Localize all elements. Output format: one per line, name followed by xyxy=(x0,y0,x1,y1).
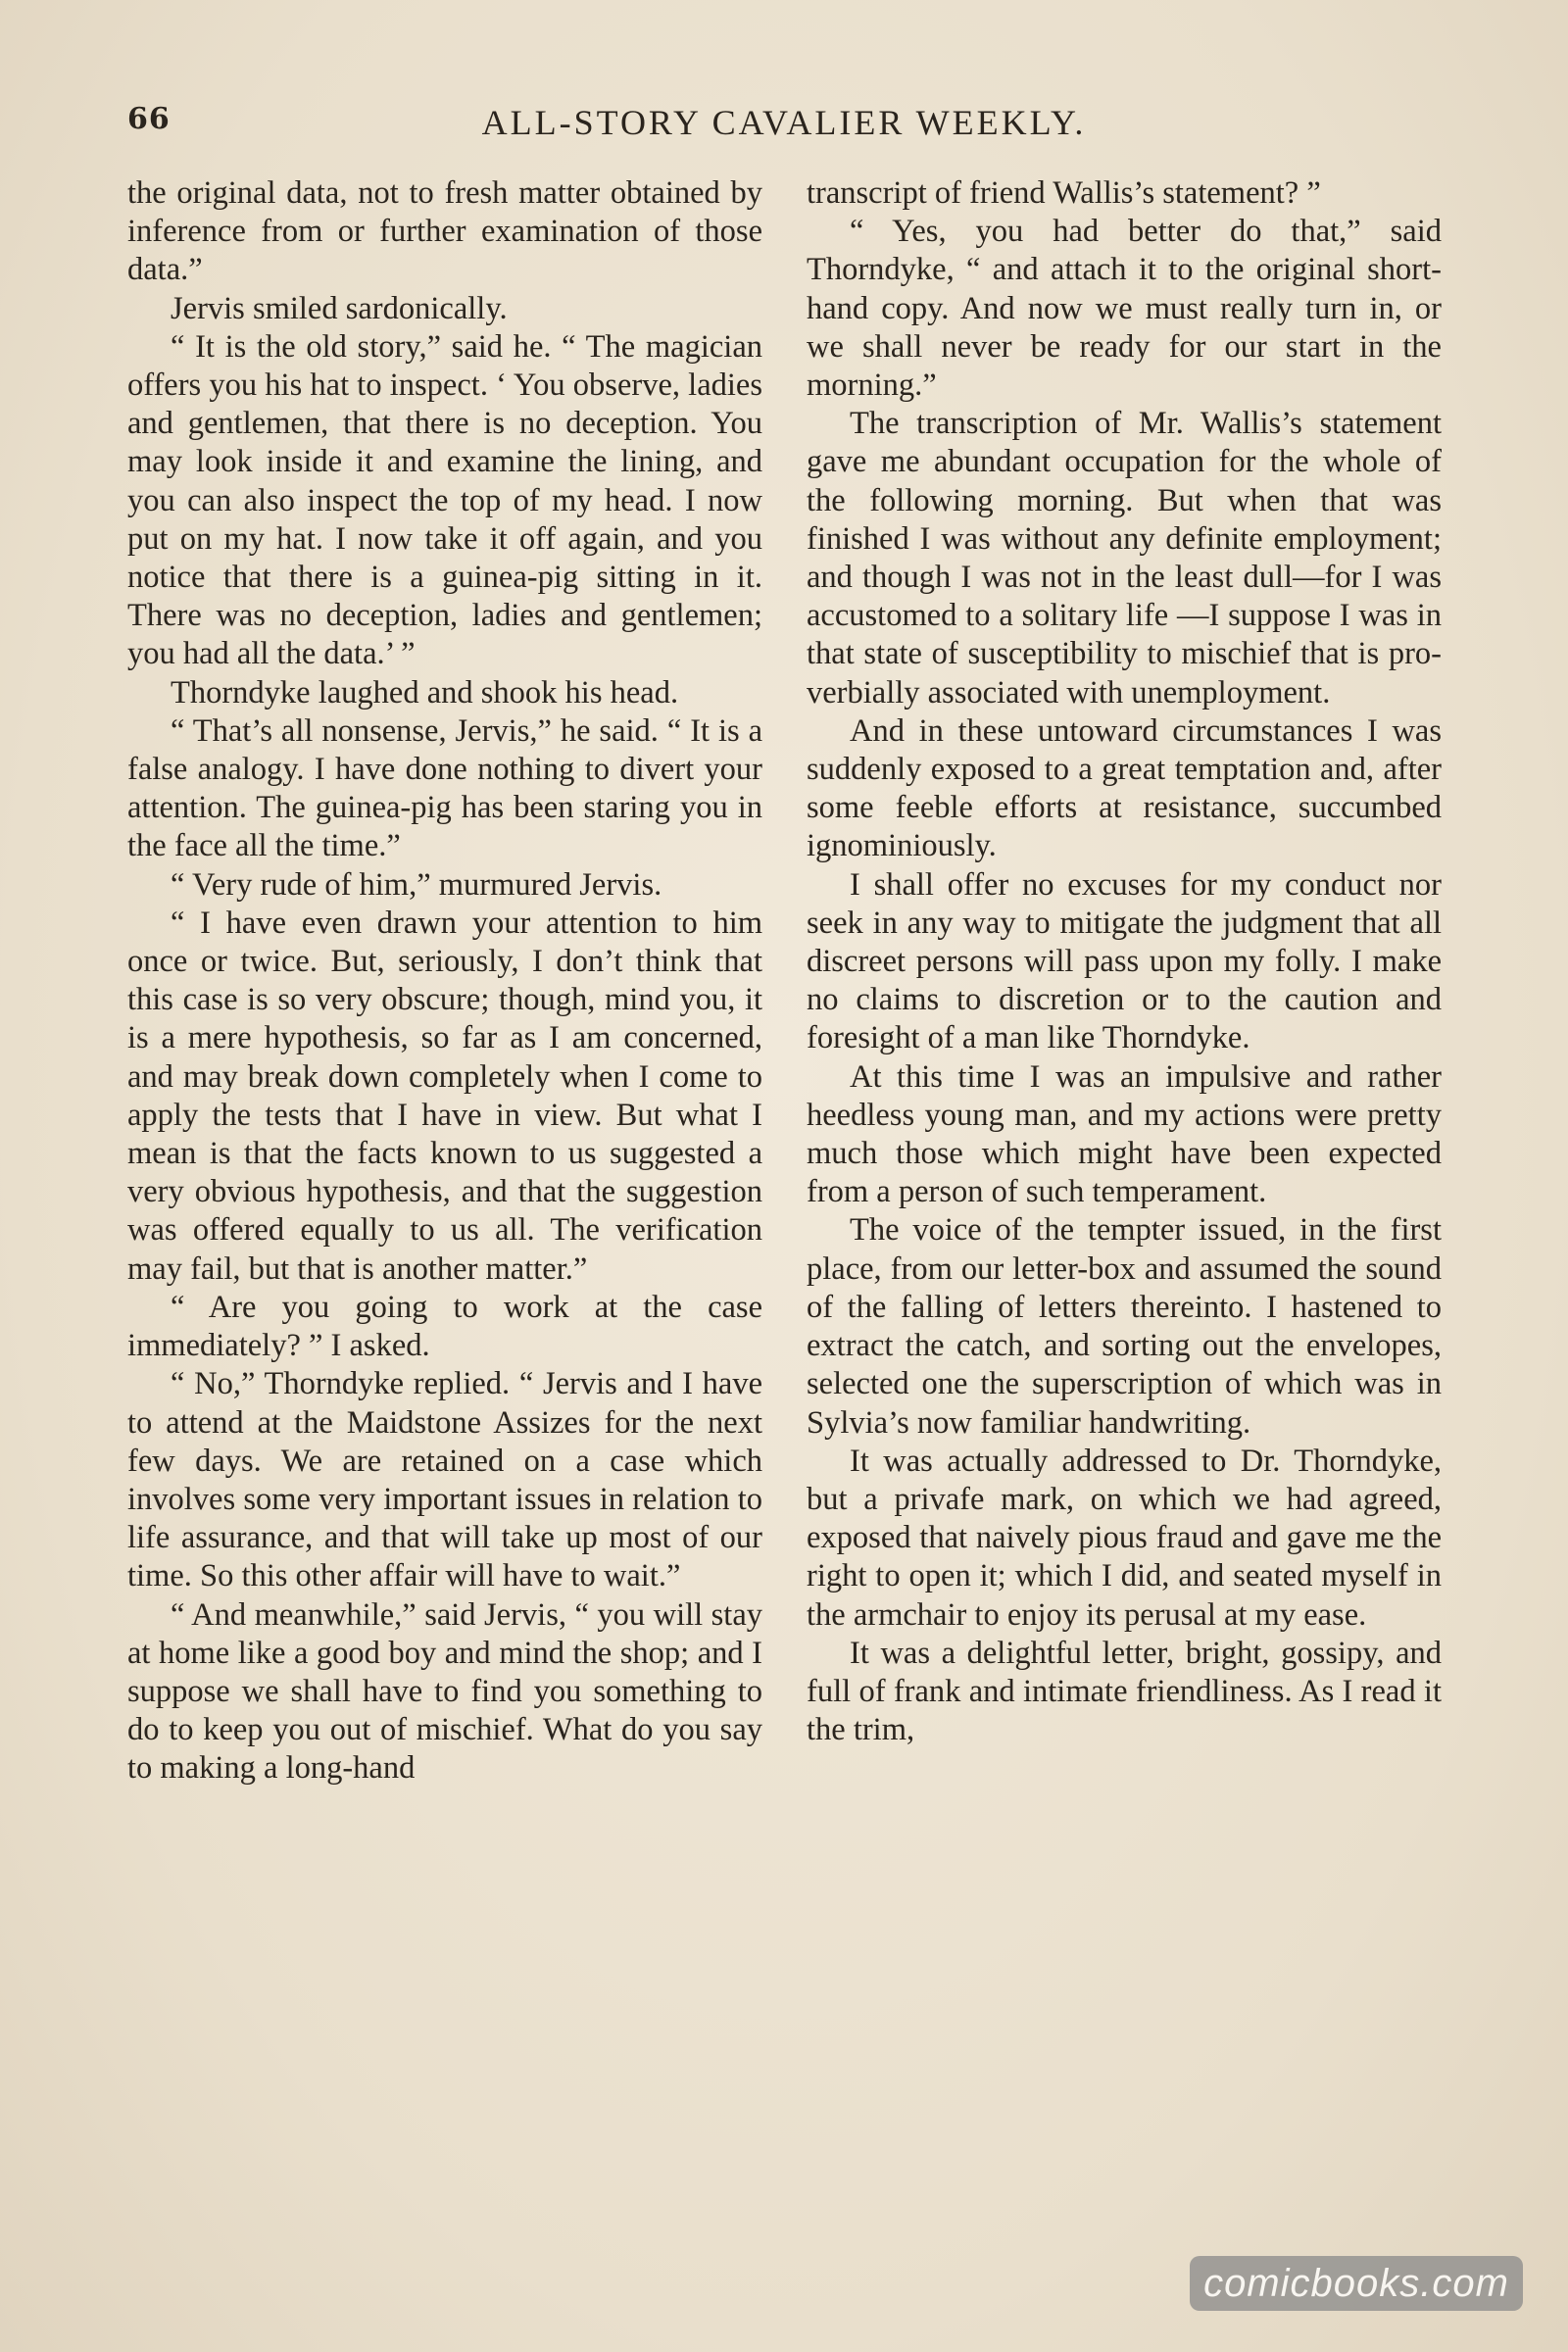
paragraph: And in these untoward circumstances I was suddenly exposed to a great temptation and, after some feeble efforts at resistance, succumbed ignominiously. xyxy=(807,712,1442,864)
running-title: ALL-STORY CAVALIER WEEKLY. xyxy=(481,103,1087,142)
paragraph: “ Very rude of him,” murmured Jervis. xyxy=(171,866,662,903)
paragraph: transcript of friend Wallis’s statement? ” xyxy=(807,175,1321,211)
paragraph: “ That’s all nonsense, Jervis,” he said. “ It is a false analogy. I have done nothing to divert your attention. The guinea-pig has been staring you in the face all the time.” xyxy=(127,712,762,864)
paragraph: “ And meanwhile,” said Jervis, “ you will stay at home like a good boy and mind the shop; and I suppose we shall have to find you something to do to keep you out of mischief. What do you say to making a long-hand xyxy=(127,1596,762,1787)
paragraph: It was a delightful letter, bright, gossipy, and full of frank and intimate friendliness. As I read it the trim, xyxy=(807,1635,1442,1748)
paragraph: “ Yes, you had better do that,” said Thorndyke, “ and attach it to the original short-hand copy. And now we must really turn in, or we shall never be ready for our start in the morning.” xyxy=(807,214,1442,404)
paragraph: It was actually addressed to Dr. Thorndyke, but a privafe mark, on which we had agreed, exposed that naively pious fraud and gave me the right to open it; which I did, and seated myself in the armchair to enjoy its perusal at my ease. xyxy=(807,1443,1442,1633)
paragraph: The voice of the tempter issued, in the first place, from our letter-box and assumed the sound of the falling of letters thereinto. I hastened to extract the catch, and sorting out the envelopes, selected one the superscription of which was in Sylvia’s now familiar handwriting. xyxy=(807,1212,1442,1441)
site-watermark xyxy=(1190,2256,1523,2311)
paragraph: “ I have even drawn your attention to him once or twice. But, seriously, I don’t think that this case is so very obscure; though, mind you, it is a mere hypothesis, so far as I am concerned, and may break down completely when I come to apply the tests that I have in view. But what I mean is that the facts known to us suggested a very obvious hypothesis, and that the suggestion was offered equally to us all. The verification may fail, but that is another matter.” xyxy=(127,905,762,1287)
paragraph: At this time I was an impulsive and rather heedless young man, and my actions were pretty much those which might have been expected from a person of such temperament. xyxy=(807,1058,1442,1210)
paragraph: the original data, not to fresh matter obtained by inference from or further examination of those data.” xyxy=(127,175,762,288)
paragraph: Jervis smiled sardonically. xyxy=(171,290,508,326)
right-column xyxy=(807,174,1442,2213)
paragraph: I shall offer no excuses for my conduct nor seek in any way to mitigate the judgment that all discreet persons will pass upon my folly. I make no claims to discretion or to the caution and foresight of a man like Thorndyke. xyxy=(807,866,1442,1056)
watermark-text: comicbooks.com xyxy=(1203,2261,1509,2305)
paragraph: The transcription of Mr. Wallis’s statement gave me abundant occupation for the whole of the following morning. But when that was finished I was without any definite employment; and though I was not in the least dull—for I was accustomed to a solitary life —I suppose I was in that state of susceptibility to mischief that is proverbially associated with unemployment. xyxy=(807,406,1442,710)
page-number: 66 xyxy=(127,102,171,136)
page-header xyxy=(127,102,1441,151)
paragraph: “ It is the old story,” said he. “ The magician offers you his hat to inspect. ‘ You observe, ladies and gentlemen, that there is no deception. You may look inside it and examine the lining, and you can also inspect the top of my head. I now put on my hat. I now take it off again, and you notice that there is a guinea-pig sitting in it. There was no deception, ladies and gentlemen; you had all the data.’ ” xyxy=(127,328,762,672)
paragraph: Thorndyke laughed and shook his head. xyxy=(171,674,679,710)
paragraph: “ No,” Thorndyke replied. “ Jervis and I have to attend at the Maidstone Assizes for the next few days. We are retained on a case which involves some very important issues in relation to life assurance, and that will take up most of our time. So this other affair will have to wait.” xyxy=(127,1366,762,1594)
paragraph: “ Are you going to work at the case immediately? ” I asked. xyxy=(127,1289,762,1364)
left-column xyxy=(127,174,762,2213)
